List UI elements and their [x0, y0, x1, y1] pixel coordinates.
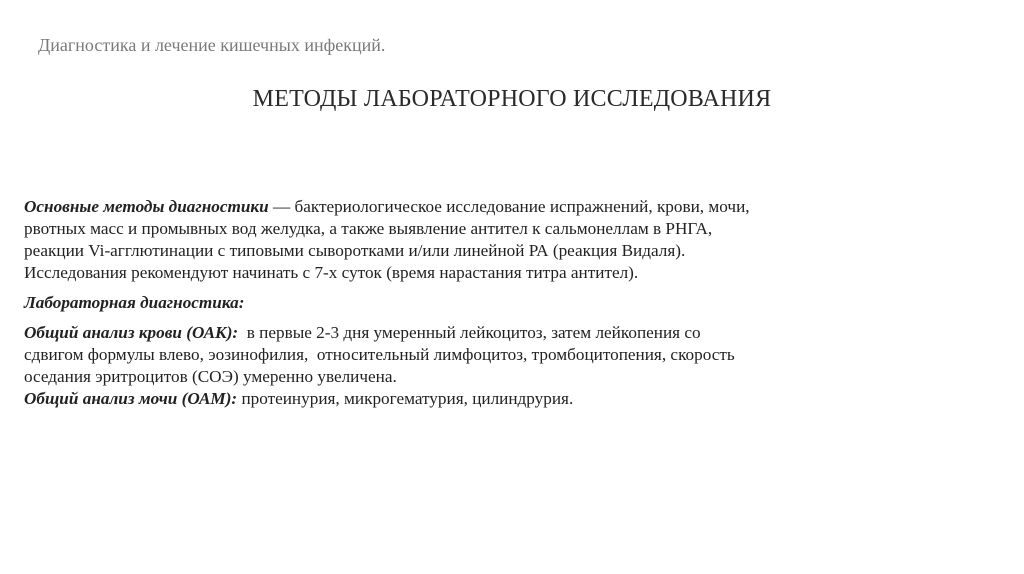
- oak-paragraph: [24, 322, 984, 388]
- methods-line-3: реакции Vi-агглютинации с типовыми сыворотками и/или линейной РА (реакция Видаля).: [24, 241, 686, 260]
- oak-line-1: [24, 322, 984, 344]
- slide-title: МЕТОДЫ ЛАБОРАТОРНОГО ИССЛЕДОВАНИЯ: [252, 86, 772, 112]
- oak-text-1: в первые 2-3 дня умеренный лейкоцитоз, затем лейкопения со: [238, 323, 701, 342]
- oak-line-3: оседания эритроцитов (СОЭ) умеренно увеличена.: [24, 367, 397, 386]
- methods-line-2: рвотных масс и промывных вод желудка, а также выявление антител к сальмонеллам в РНГА,: [24, 219, 713, 238]
- oak-line-2: сдвигом формулы влево, эозинофилия, относительный лимфоцитоз, тромбоцитопения, скорость: [24, 345, 735, 364]
- slide-subtitle: Диагностика и лечение кишечных инфекций.: [38, 35, 386, 55]
- lab-heading: Лабораторная диагностика:: [24, 293, 245, 312]
- methods-paragraph: [24, 196, 984, 284]
- slide-body: [24, 196, 984, 410]
- methods-line-4: Исследования рекомендуют начинать с 7-х суток (время нарастания титра антител).: [24, 263, 639, 282]
- oam-paragraph: [24, 388, 984, 410]
- methods-label: Основные методы диагностики: [24, 197, 269, 216]
- lab-heading-paragraph: [24, 292, 984, 314]
- oam-text: протеинурия, микрогематурия, цилиндрурия.: [237, 389, 574, 408]
- methods-text-1: — бактериологическое исследование испражнений, крови, мочи,: [268, 197, 750, 216]
- methods-line-1: [24, 196, 984, 218]
- oam-line: [24, 388, 984, 410]
- oak-label: Общий анализ крови (ОАК):: [24, 323, 239, 342]
- oam-label: Общий анализ мочи (ОАМ):: [24, 389, 238, 408]
